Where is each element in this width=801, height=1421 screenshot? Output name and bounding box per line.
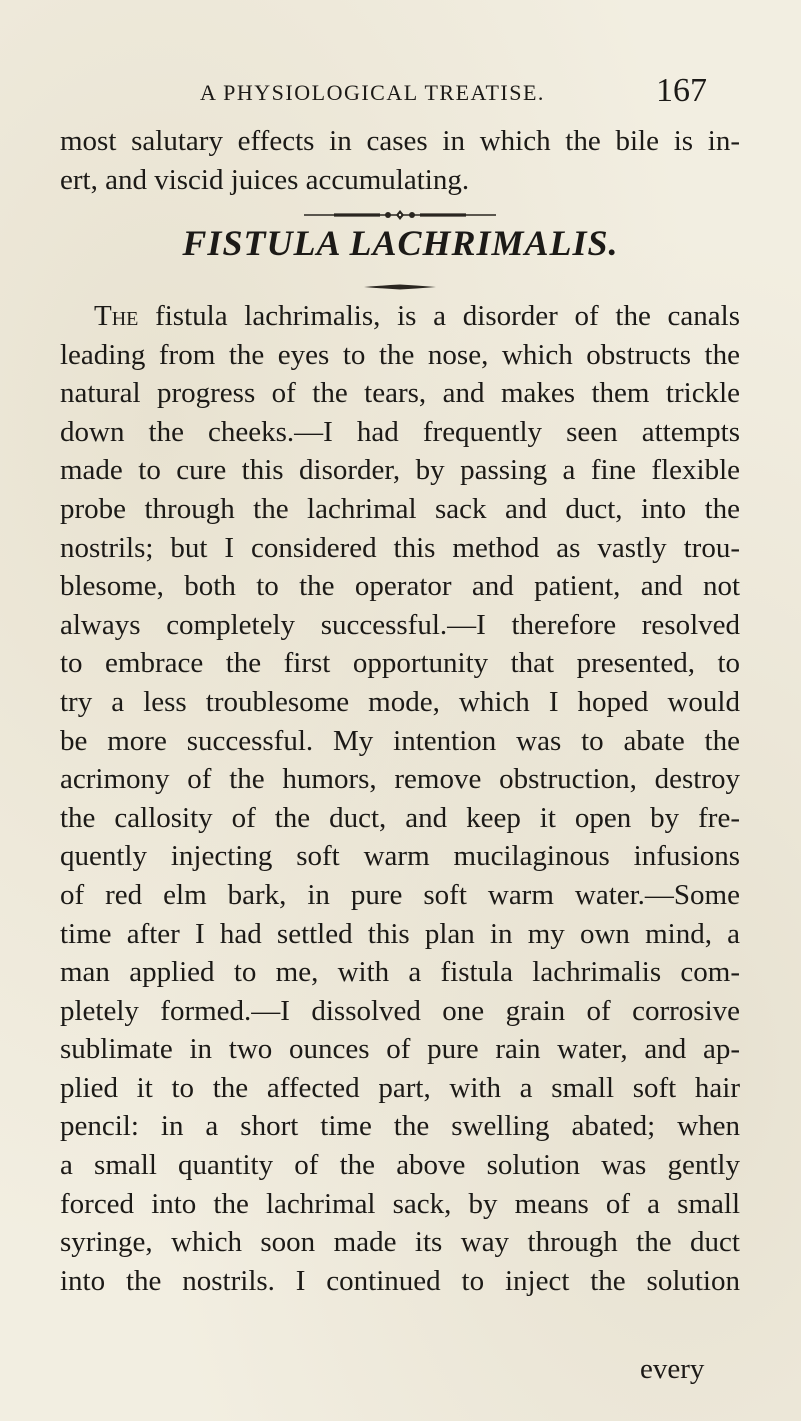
text-line: pencil: in a short time the swelling abated; when: [60, 1110, 740, 1143]
first-line-rest: fistula lachrimalis, is a disorder of the canals: [138, 300, 740, 332]
text-line: made to cure this disorder, by passing a fine flexible: [60, 454, 740, 487]
text-line: the callosity of the duct, and keep it open by fre-: [60, 801, 740, 834]
body-paragraph: [60, 297, 740, 1300]
text-line: plied it to the affected part, with a small soft hair: [60, 1071, 740, 1104]
catchword: every: [640, 1353, 705, 1385]
text-line: leading from the eyes to the nose, which obstructs the: [60, 338, 740, 371]
page-number: 167: [656, 72, 707, 109]
text-line: time after I had settled this plan in my own mind, a: [60, 917, 740, 950]
text-line: always completely successful.—I therefore resolved: [60, 608, 740, 641]
text-line: natural progress of the tears, and makes them trickle: [60, 377, 740, 410]
text-line: probe through the lachrimal sack and duct, into the: [60, 492, 740, 525]
text-line: syringe, which soon made its way through the duct: [60, 1226, 740, 1259]
continuation-paragraph: [60, 122, 740, 199]
text-line: down the cheeks.—I had frequently seen attempts: [60, 415, 740, 448]
section-heading: FISTULA LACHRIMALIS.: [182, 223, 619, 263]
text-line: to embrace the first opportunity that presented, to: [60, 647, 740, 680]
text-line: a small quantity of the above solution was gently: [60, 1149, 740, 1182]
text-line: blesome, both to the operator and patient, and not: [60, 570, 740, 603]
opening-word: The: [94, 300, 139, 332]
text-line: acrimony of the humors, remove obstruction, destroy: [60, 763, 740, 796]
text-line: man applied to me, with a fistula lachrimalis com-: [60, 956, 740, 989]
text-line: ert, and viscid juices accumulating.: [60, 163, 470, 196]
running-title: A PHYSIOLOGICAL TREATISE.: [200, 80, 545, 105]
running-head: [0, 72, 801, 112]
text-line: nostrils; but I considered this method as vastly trou-: [60, 531, 740, 564]
text-line: be more successful. My intention was to abate the: [60, 724, 740, 757]
text-line: pletely formed.—I dissolved one grain of corrosive: [60, 994, 740, 1027]
text-line: most salutary effects in cases in which the bile is in-: [60, 125, 740, 157]
text-line: try a less troublesome mode, which I hoped would: [60, 685, 740, 718]
text-line: of red elm bark, in pure soft warm water.—Some: [60, 878, 740, 911]
first-text-line: [60, 297, 740, 336]
text-line: quently injecting soft warm mucilaginous infusions: [60, 840, 740, 873]
text-line: sublimate in two ounces of pure rain water, and ap-: [60, 1033, 740, 1066]
section-ornament: [0, 209, 801, 223]
text-line: into the nostrils. I continued to inject the solution: [60, 1264, 740, 1297]
heading-rule: [0, 284, 801, 290]
text-line: forced into the lachrimal sack, by means of a small: [60, 1187, 740, 1220]
